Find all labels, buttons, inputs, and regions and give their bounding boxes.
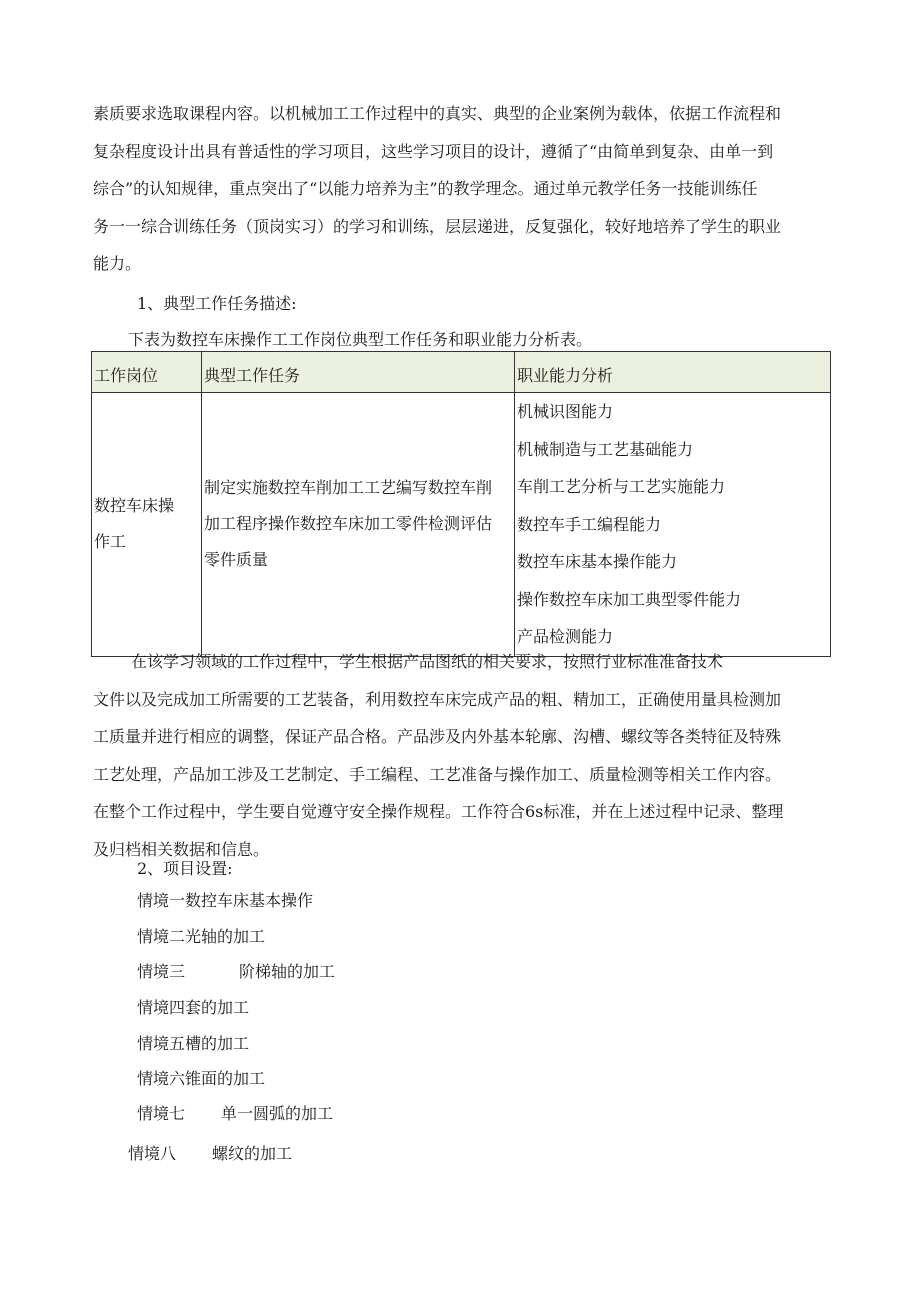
body-line: 文件以及完成加工所需要的工艺装备，利用数控车床完成产品的粗、精加工，正确使用量具检测加 — [93, 689, 782, 709]
section2-heading: 2、项目设置: — [137, 859, 233, 878]
body-line: 工艺处理，产品加工涉及工艺制定、手工编程、工艺准备与操作加工、质量检测等相关工作内容。 — [93, 764, 782, 784]
position-cell — [92, 393, 202, 657]
intro-line: 综合”的认知规律，重点突出了“以能力培养为主”的教学理念。通过单元教学任务一技能训练任 — [93, 179, 758, 198]
intro-line: 素质要求选取课程内容。以机械加工工作过程中的真实、典型的企业案例为载体，依据工作流程和 — [93, 104, 782, 123]
task-ability-table — [91, 351, 831, 657]
scenario-item — [128, 1144, 292, 1164]
body-line: 工质量并进行相应的调整，保证产品合格。产品涉及内外基本轮廓、沟槽、螺纹等各类特征及特殊 — [93, 727, 782, 746]
table-row — [92, 393, 831, 657]
ability-cell — [515, 393, 831, 657]
table-header-row — [92, 352, 831, 393]
body-line: 在该学习领域的工作过程中，学生根据产品图纸的相关要求，按照行业标准准备技术 — [131, 652, 724, 671]
scenario-label: 情境七 — [137, 1104, 186, 1123]
table-caption: 下表为数控车床操作工工作岗位典型工作任务和职业能力分析表。 — [128, 330, 593, 349]
scenario-title: 螺纹的加工 — [212, 1144, 293, 1163]
header-ability-analysis: 职业能力分析 — [515, 352, 831, 393]
scenario-title: 单一圆弧的加工 — [221, 1104, 334, 1123]
task-line: 零件质量 — [204, 550, 269, 570]
position-line: 数控车床操 — [94, 496, 175, 516]
scenario-label: 情境八 — [128, 1144, 177, 1163]
scenario-item — [137, 962, 335, 982]
body-line: 在整个工作过程中，学生要自觉遵守安全操作规程。工作符合6s标准，并在上述过程中记录、整理 — [93, 802, 784, 821]
body-line: 及归档相关数据和信息。 — [93, 839, 270, 859]
intro-line: 复杂程度设计出具有普适性的学习项目，这些学习项目的设计，遵循了“由简单到复杂、由单一到 — [93, 141, 774, 161]
intro-paragraph — [93, 95, 830, 283]
ability-item: 数控车床基本操作能力 — [517, 552, 678, 571]
scenario-item: 情境四套的加工 — [137, 998, 250, 1017]
scenario-item: 情境一数控车床基本操作 — [137, 891, 314, 910]
scenario-item: 情境五槽的加工 — [137, 1034, 250, 1053]
ability-item: 机械识图能力 — [517, 402, 614, 421]
task-line: 加工程序操作数控车床加工零件检测评估 — [204, 514, 493, 534]
ability-item: 操作数控车床加工典型零件能力 — [517, 589, 742, 609]
scenario-title: 阶梯轴的加工 — [239, 962, 336, 981]
scenario-item — [137, 1104, 333, 1124]
task-cell — [202, 393, 515, 657]
ability-item: 机械制造与工艺基础能力 — [517, 439, 694, 459]
body-paragraph — [93, 643, 830, 868]
task-line: 制定实施数控车削加工工艺编写数控车削 — [204, 478, 493, 498]
position-line: 作工 — [94, 532, 127, 552]
ability-item: 产品检测能力 — [517, 627, 614, 646]
intro-line: 务一一综合训练任务（顶岗实习）的学习和训练，层层递进，反复强化，较好地培养了学生的职业 — [93, 216, 782, 236]
header-typical-task: 典型工作任务 — [202, 352, 515, 393]
ability-item: 车削工艺分析与工艺实施能力 — [517, 477, 726, 496]
intro-line: 能力。 — [93, 254, 142, 273]
scenario-item: 情境二光轴的加工 — [137, 927, 266, 946]
section1-heading: 1、典型工作任务描述: — [137, 294, 297, 313]
scenario-item: 情境六锥面的加工 — [137, 1069, 266, 1088]
scenario-label: 情境三 — [137, 962, 186, 981]
ability-item: 数控车手工编程能力 — [517, 514, 662, 534]
header-position: 工作岗位 — [92, 352, 202, 393]
